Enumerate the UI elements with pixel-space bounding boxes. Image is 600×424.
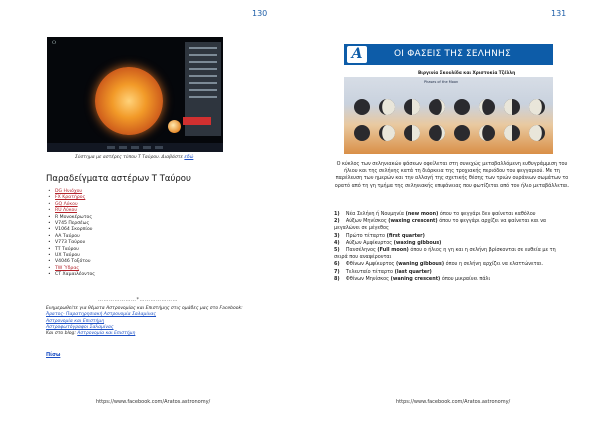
phase-list xyxy=(334,211,566,283)
page-footer: https://www.facebook.com/Aratos.astronomy/ xyxy=(396,399,511,405)
phase-number: 7) xyxy=(334,268,340,275)
star-list-item: • R Μονοκέρωτος xyxy=(46,215,95,221)
phase-number: 8) xyxy=(334,275,340,282)
star-image xyxy=(95,67,163,135)
phase-term: (first quarter) xyxy=(386,232,425,239)
phase-term: (waning gibbous) xyxy=(396,261,445,268)
moon-phase-upper-7 xyxy=(504,99,520,115)
facebook-group-link[interactable]: Άρατος- Παρατηρησιακή Αστρονομία Σαλαμίνας xyxy=(46,312,157,318)
phase-number: 5) xyxy=(334,247,340,254)
phase-list-item xyxy=(334,276,566,283)
phase-name: Φθίνων Αμφίκυρτος xyxy=(345,261,396,268)
phase-list-item xyxy=(334,218,566,232)
moon-phase-lower-7 xyxy=(504,125,520,141)
phase-list-item xyxy=(334,240,566,247)
page-number: 131 xyxy=(551,9,567,18)
phase-number: 4) xyxy=(334,239,340,246)
phase-term: (waning crescent) xyxy=(390,275,441,282)
star-list-item: • V1064 Σκορπίου xyxy=(46,227,95,233)
info-block xyxy=(46,306,260,337)
screenshot-logo: Ο xyxy=(52,40,57,46)
phase-name: Αύξων Μηνίσκος xyxy=(345,218,389,225)
phase-term: (waxing gibbous) xyxy=(393,239,442,246)
star-list-item: • CT Χαμαιλέοντος xyxy=(46,272,95,278)
phase-name: Πανσέληνος xyxy=(345,247,378,254)
star-list-item: • V773 Ταύρου xyxy=(46,240,95,246)
moon-phase-lower-2 xyxy=(379,125,395,141)
phase-number: 3) xyxy=(334,232,340,239)
phase-description: όπου το φεγγάρι δεν φαίνεται καθόλου xyxy=(438,211,536,217)
phase-list-item xyxy=(334,247,566,261)
star-list-item[interactable]: • TW Ύδρας xyxy=(46,266,95,272)
moon-phase-lower-3 xyxy=(404,125,420,141)
moon-phase-upper-1 xyxy=(354,99,370,115)
phase-term: (last quarter) xyxy=(394,268,432,275)
caption-text: Σύστημα με αστέρες τύπου Τ Ταύρου. Διαβάστε xyxy=(75,155,185,160)
phase-name: Αύξων Αμφίκυρτος xyxy=(345,239,394,246)
phases-image-title: Phases of the Moon xyxy=(424,80,459,84)
phase-term: (Full moon) xyxy=(377,247,409,254)
intro-paragraph: Ο κύκλος των σεληνιακών φάσεων οφείλεται στη συνεχώς μεταβαλλόμενη ευθυγράμμιση του ήλιου και της σελήνης κατά τη διάρκεια της τροχιακής περιόδου του φεγγαριού. Με τη παρέλευση των ημερών και την αλλαγή της σχετικής θέσης των τριών ουράνιων σωμάτων το ορατό από τη γη τμήμα της σεληνιακής επιφάνειας που φωτίζεται από τον ήλιο μεταβάλλεται. xyxy=(334,161,570,189)
phase-number: 6) xyxy=(334,261,340,268)
back-link[interactable]: Πίσω xyxy=(46,352,61,358)
moon-phase-lower-6 xyxy=(479,125,495,141)
moon-phase-lower-1 xyxy=(354,125,370,141)
phase-description: όπου η σελήνη αρχίζει να ελαττώνεται. xyxy=(444,261,544,268)
star-list-item: • V4046 Τοξότου xyxy=(46,259,95,265)
moon-phase-upper-8 xyxy=(529,99,545,115)
blog-text: Και στο blog: xyxy=(46,331,78,337)
phase-list-item xyxy=(334,233,566,240)
star-list-item[interactable]: • RU Λύκου xyxy=(46,208,95,214)
phase-description: όπου μικραίνει πάλι xyxy=(440,275,491,282)
companion-star-image xyxy=(168,120,181,133)
phase-number: 1) xyxy=(334,211,340,217)
image-caption xyxy=(75,155,193,160)
moon-phases-graphic xyxy=(344,77,553,154)
highlight-tag xyxy=(183,117,211,125)
moon-phase-lower-5 xyxy=(454,125,470,141)
moon-phase-upper-2 xyxy=(379,99,395,115)
section-heading: Παραδείγματα αστέρων Τ Ταύρου xyxy=(46,174,191,184)
separator: …………………*………………… xyxy=(98,297,178,303)
screenshot-toolbar xyxy=(47,143,223,152)
moon-phases-image xyxy=(344,77,553,154)
star-list xyxy=(46,189,95,279)
star-list-item: • TT Ταύρου xyxy=(46,247,95,253)
phase-description: όπου ο ήλιος η γη και η σελήνη βρίσκονται σε ευθεία με τη σειρά που αναφέρονται xyxy=(334,247,556,261)
banner-logo: A xyxy=(347,46,367,63)
phase-name: Πρώτο τέταρτο xyxy=(345,232,387,239)
phase-name: Νέα Σελήνη ή Νουμηνία xyxy=(345,211,406,217)
moon-phase-lower-4 xyxy=(429,125,445,141)
phase-name: Φθίνων Μηνίσκος xyxy=(345,275,391,282)
phase-list-item xyxy=(334,261,566,268)
banner-title: ΟΙ ΦΑΣΕΙΣ ΤΗΣ ΣΕΛΗΝΗΣ xyxy=(394,49,511,59)
moon-phase-lower-8 xyxy=(529,125,545,141)
phase-term: (waxing crescent) xyxy=(388,218,438,225)
blog-link[interactable]: Αστρονομία και Επιστήμη xyxy=(77,331,136,337)
page-number: 130 xyxy=(252,9,268,18)
phase-term: (new moon) xyxy=(405,211,439,217)
star-system-screenshot xyxy=(47,37,223,152)
star-list-item: • AA Ταύρου xyxy=(46,234,95,240)
phase-number: 2) xyxy=(334,218,340,225)
author-line: Βιργινία Σκουλίδα και Χριστοκία Τζέλλη xyxy=(418,71,516,76)
phase-description: όπου το φεγγάρι αρχίζει να φαίνεται και να μεγαλώνει σε μέγεθος xyxy=(334,218,547,232)
caption-link[interactable]: εδώ xyxy=(184,155,194,160)
moon-phase-upper-3 xyxy=(404,99,420,115)
moon-phase-upper-4 xyxy=(429,99,445,115)
facebook-group-link[interactable]: Αστρονομία και Επιστήμη xyxy=(46,318,105,324)
phase-list-item xyxy=(334,269,566,276)
phase-name: Τελευταίο τέταρτο xyxy=(345,268,395,275)
star-list-item[interactable]: • GQ Λύκου xyxy=(46,202,95,208)
moon-phase-upper-5 xyxy=(454,99,470,115)
info-text: Ενημερωθείτε για θέματα Αστρονομίας και Επιστήμης στις ομάδες μας στο Facebook: xyxy=(46,306,243,311)
star-list-item: • UX Ταύρου xyxy=(46,253,95,259)
star-list-item[interactable]: • FX Κρατήρος xyxy=(46,195,95,201)
star-list-item[interactable]: • DG Ηνιόχου xyxy=(46,189,95,195)
moon-phase-upper-6 xyxy=(479,99,495,115)
star-list-item: • V745 Περσέως xyxy=(46,221,95,227)
page-footer: https://www.facebook.com/Aratos.astronomy/ xyxy=(96,399,211,405)
facebook-group-link[interactable]: Αστροφωτόγραφοι Σαλαμίνας xyxy=(46,324,114,330)
title-banner xyxy=(344,44,553,65)
